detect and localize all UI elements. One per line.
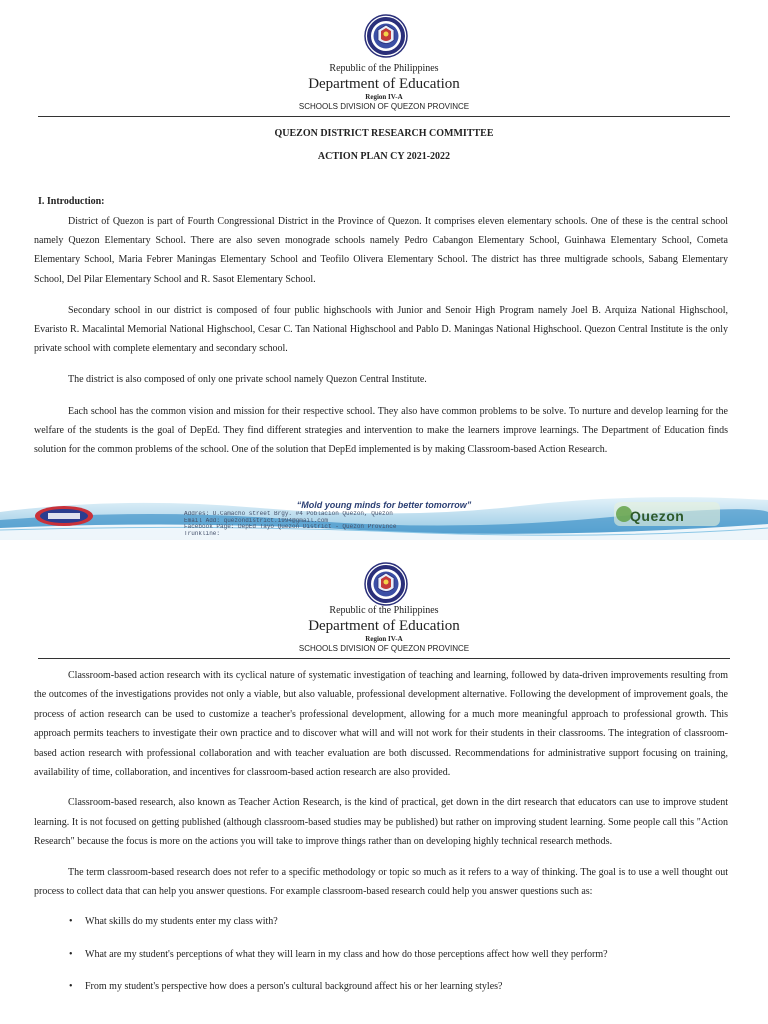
department-title: Department of Education xyxy=(308,618,460,634)
footer-address: Addres: U.Camacho street Brgy. #4 Poblacion Quezon, Quezon xyxy=(184,511,393,517)
division-label: SCHOOLS DIVISION OF QUEZON PROVINCE xyxy=(298,644,470,653)
header-rule xyxy=(38,658,730,659)
letterhead xyxy=(0,63,768,112)
paragraph: District of Quezon is part of Fourth Congressional District in the Province of Quezon. It comprises eleven elementary schools. One of these is the central school namely Quezon Elementary School. There are also seven monograde schools namely Pedro Cabangon Elementary School, Guinhawa Elementary School, Cometa Elementary School, Maria Febrer Maningas Elementary School and Teofilo Olivera Elementary School. The district has three multigrade schools, Sabang Elementary School, Del Pilar Elementary School and R. Sasot Elementary School. xyxy=(34,216,728,285)
region-label: Region IV-A xyxy=(365,635,403,643)
republic-label: Republic of the Philippines xyxy=(329,605,439,616)
document-page-2 xyxy=(0,548,768,1024)
paragraph: Classroom-based action research with its cyclical nature of systematic investigation of teaching and learning, followed by data-driven improvements resulting from the outcomes of the investigations provides not only a viable, but also valuable, professional development alternative. Following the development of improvement goals, the process of action research can be used to customize a teacher's professional development, allowing for a much more meaningful approach to professional growth. This approach permits teachers to investigate their own practice and to discover what will and will not work for their students in their classrooms. The integration of classroom-based action research with professional collaboration and with teacher evaluation are both discussed. Recommendations for administrative support focusing on training, availability of time, collaboration, and incentives for classroom-based action research are also provided. xyxy=(34,670,728,779)
list-item: • What are my student's perceptions of what they will learn in my class and how do those perceptions affect how well they perform? xyxy=(34,945,728,964)
section-heading: I. Introduction: xyxy=(38,196,105,207)
document-titles xyxy=(0,128,768,163)
header-rule xyxy=(38,116,730,117)
republic-label: Republic of the Philippines xyxy=(329,63,439,74)
question-list xyxy=(34,912,728,996)
footer-facebook: Facebook Page: DepEd Tayo Quezon District - Quezon Province xyxy=(184,524,397,530)
paragraph: Each school has the common vision and mission for their respective school. They also have common problems to be solve. To nurture and develop learning for the welfare of the students is the goal of DepEd. They find different strategies and intervention to make the learners improve learnings. The Department of Education finds solution for the common problems of the school. One of the solution that DepEd implemented is by making Classroom-based Action Research. xyxy=(34,405,728,456)
paragraph: The district is also composed of only one private school namely Quezon Central Institute. xyxy=(68,374,427,386)
paragraph: Classroom-based research, also known as Teacher Action Research, is the kind of practical, get down in the dirt research that educators can use to improve student learning. It is not focused on getting published (although classroom-based studies may be published) but rather on improving student learning. Some people call this "Action Research" because the focus is more on the actions you will take to improve things rather than on developing highly technical research methods. xyxy=(34,797,728,848)
footer-motto: “Mold young minds for better tomorrow” xyxy=(296,500,472,510)
research-body xyxy=(34,666,728,1010)
list-item: • What skills do my students enter my class with? xyxy=(34,912,728,931)
department-title: Department of Education xyxy=(308,76,460,92)
deped-seal-icon xyxy=(364,14,408,58)
paragraph: Secondary school in our district is composed of four public highschools with Junior and Senoir High Program namely Joel B. Arquiza National Highschool, Evaristo R. Macalintal Memorial National Highschool, Cesar C. Tan National Highschool and Pablo D. Maningas National Highschool. Quezon Central Institute is the only private school with complete elementary and secondary school. xyxy=(34,304,728,355)
quezon-logo-text: Quezon xyxy=(630,508,685,524)
deped-seal-icon xyxy=(364,562,408,606)
division-label: SCHOOLS DIVISION OF QUEZON PROVINCE xyxy=(298,102,470,111)
footer-contact xyxy=(184,511,524,537)
committee-title: QUEZON DISTRICT RESEARCH COMMITTEE xyxy=(274,128,494,139)
region-label: Region IV-A xyxy=(365,93,403,101)
footer-trunkline: Trunkline: xyxy=(184,530,221,537)
paragraph: The term classroom-based research does not refer to a specific methodology or topic so much as it refers to a way of thinking. The goal is to use a well thought out process to collect data that can help you answer questions. For example classroom-based research could help you answer questions such as: xyxy=(34,866,728,898)
introduction-body xyxy=(34,212,728,471)
list-item: • From my student's perspective how does a person's cultural background affect his or her learning styles? xyxy=(34,977,728,996)
plan-title: ACTION PLAN CY 2021-2022 xyxy=(317,151,451,162)
footer-email: Email Add: quezondistrict.1994@gmail.com xyxy=(184,517,329,524)
letterhead xyxy=(0,605,768,654)
